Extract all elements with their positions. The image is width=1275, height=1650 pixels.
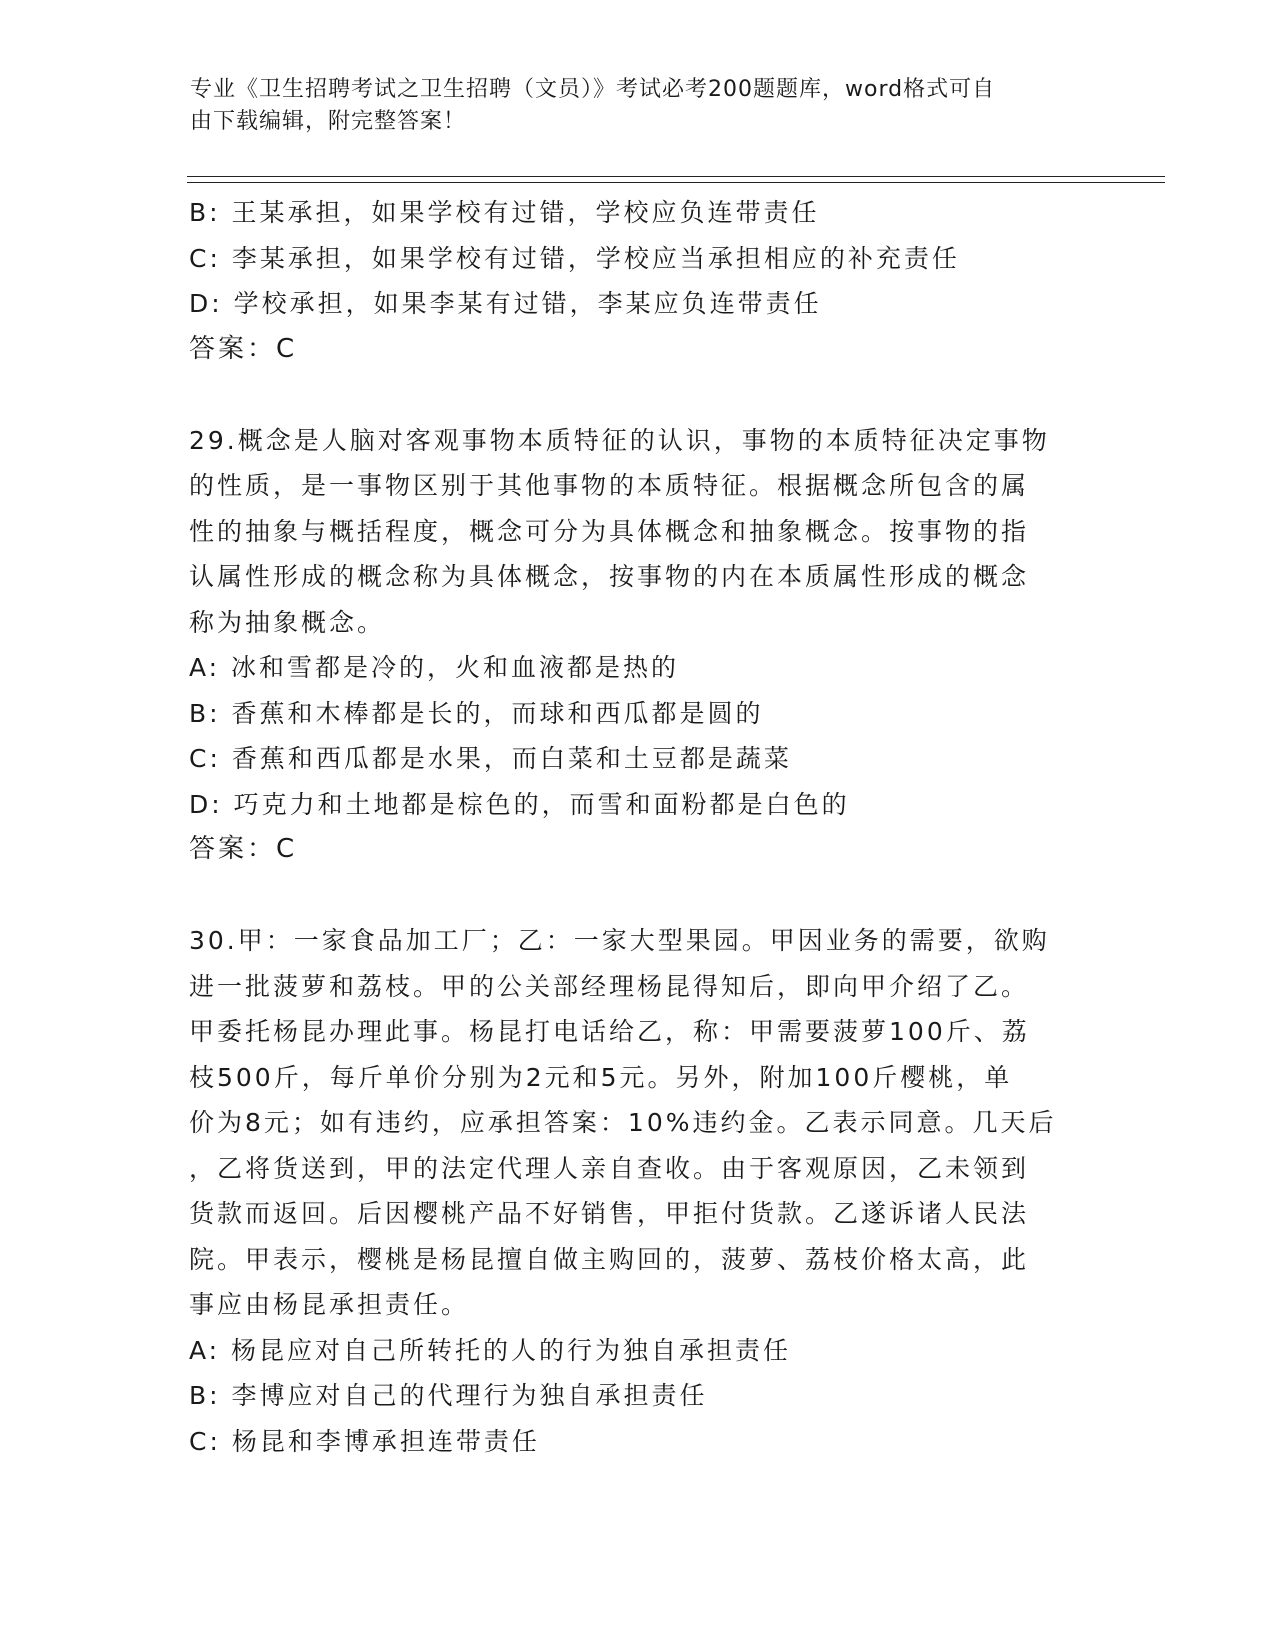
option-a: A: 杨昆应对自己所转托的人的行为独自承担责任 (189, 1335, 792, 1365)
option-a: A: 冰和雪都是冷的，火和血液都是热的 (189, 653, 680, 682)
answer: 答案：C (189, 333, 298, 364)
option-c: C: 香蕉和西瓜都是水果，而白菜和土豆都是蔬菜 (189, 744, 792, 773)
question-28-continued (189, 190, 1089, 372)
question-stem-line: ，乙将货送到，甲的法定代理人亲自查收。由于客观原因，乙未领到 (189, 1153, 1030, 1183)
document-body (189, 190, 1089, 1464)
header-line-1: 专业《卫生招聘考试之卫生招聘（文员）》考试必考200题题库，word格式可自 (190, 77, 996, 102)
question-stem-line: 认属性形成的概念称为具体概念，按事物的内在本质属性形成的概念 (189, 562, 1030, 591)
question-stem-line: 的性质，是一事物区别于其他事物的本质特征。根据概念所包含的属 (189, 471, 1030, 500)
header-line-2: 由下载编辑，附完整答案！ (190, 109, 467, 134)
question-stem-line: 30.甲：一家食品加工厂；乙：一家大型果园。甲因业务的需要，欲购 (189, 926, 1050, 955)
header-divider-bottom (187, 182, 1165, 183)
question-stem-line: 性的抽象与概括程度，概念可分为具体概念和抽象概念。按事物的指 (189, 516, 1030, 546)
option-b: B: 王某承担，如果学校有过错，学校应负连带责任 (189, 198, 820, 227)
option-c: C: 李某承担，如果学校有过错，学校应当承担相应的补充责任 (189, 243, 960, 273)
question-stem-line: 事应由杨昆承担责任。 (189, 1290, 470, 1319)
question-stem-line: 称为抽象概念。 (189, 607, 386, 637)
option-d: D: 巧克力和土地都是棕色的，而雪和面粉都是白色的 (189, 789, 850, 819)
question-stem-line: 院。甲表示，樱桃是杨昆擅自做主购回的，菠萝、荔枝价格太高，此 (189, 1244, 1030, 1274)
document-header (190, 74, 1090, 138)
question-stem-line: 进一批菠萝和荔枝。甲的公关部经理杨昆得知后，即向甲介绍了乙。 (189, 971, 1030, 1001)
question-stem-line: 货款而返回。后因樱桃产品不好销售，甲拒付货款。乙遂诉诸人民法 (189, 1199, 1030, 1228)
spacer (189, 372, 1089, 418)
option-b: B: 香蕉和木棒都是长的，而球和西瓜都是圆的 (189, 698, 764, 728)
question-30 (189, 918, 1089, 1464)
header-divider-top (187, 176, 1165, 177)
option-d: D: 学校承担，如果李某有过错，李某应负连带责任 (189, 289, 822, 318)
question-stem-line: 枝500斤，每斤单价分别为2元和5元。另外，附加100斤樱桃，单 (189, 1062, 1013, 1092)
answer: 答案：C (189, 834, 298, 864)
question-stem-line: 甲委托杨昆办理此事。杨昆打电话给乙，称：甲需要菠萝100斤、荔 (189, 1017, 1030, 1046)
question-stem-line: 29.概念是人脑对客观事物本质特征的认识，事物的本质特征决定事物 (189, 425, 1050, 455)
question-stem-line: 价为8元；如有违约，应承担答案：10%违约金。乙表示同意。几天后 (189, 1108, 1057, 1137)
question-29 (189, 418, 1089, 873)
option-c: C: 杨昆和李博承担连带责任 (189, 1426, 540, 1456)
option-b: B: 李博应对自己的代理行为独自承担责任 (189, 1381, 708, 1410)
spacer (189, 873, 1089, 919)
